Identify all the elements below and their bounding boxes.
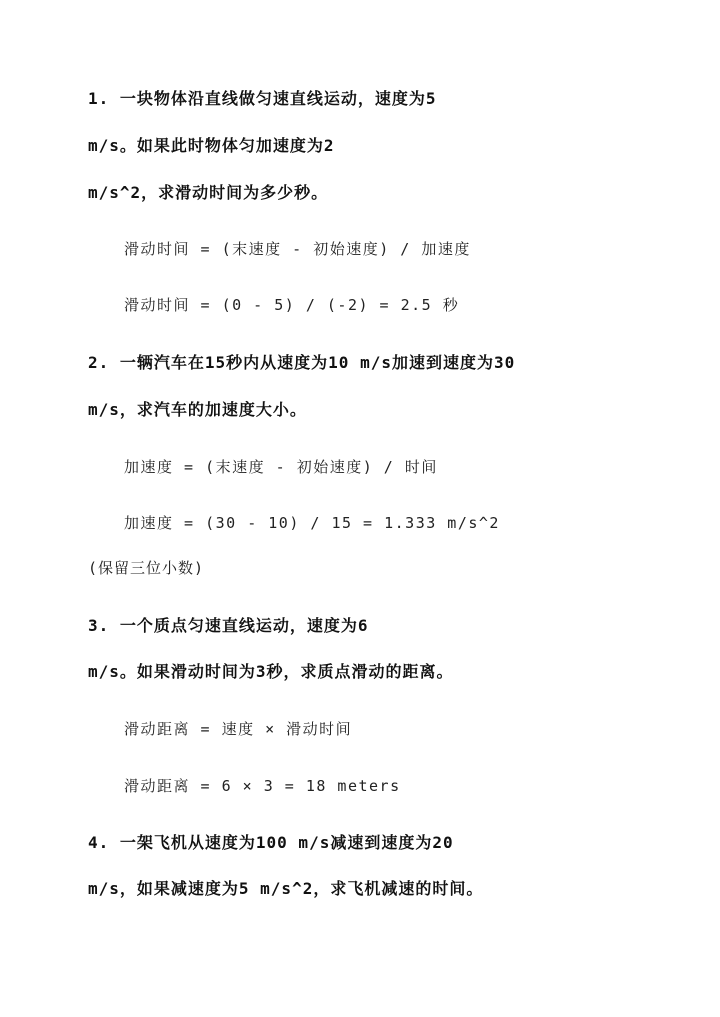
problem-3-question-line-2: m/s。如果滑动时间为3秒，求质点滑动的距离。: [88, 662, 454, 681]
problem-3-question-line-1: 3. 一个质点匀速直线运动，速度为6: [88, 616, 369, 635]
problem-1-question-line-3: m/s^2，求滑动时间为多少秒。: [88, 183, 329, 202]
problem-1-question-line-1: 1. 一块物体沿直线做匀速直线运动，速度为5: [88, 89, 437, 108]
problem-3-formula-line-2: 滑动距离 = 6 × 3 = 18 meters: [124, 777, 401, 795]
problem-2-precision-note: (保留三位小数): [88, 559, 205, 577]
problem-1-formula-line-2: 滑动时间 = (0 - 5) / (-2) = 2.5 秒: [124, 296, 460, 314]
problem-2-question-line-2: m/s，求汽车的加速度大小。: [88, 400, 307, 419]
problem-3-formula-line-1: 滑动距离 = 速度 × 滑动时间: [124, 720, 353, 738]
problem-4-question-line-2: m/s，如果减速度为5 m/s^2，求飞机减速的时间。: [88, 879, 484, 898]
problem-4-question-line-1: 4. 一架飞机从速度为100 m/s减速到速度为20: [88, 833, 454, 852]
problem-2-formula-line-2: 加速度 = (30 - 10) / 15 = 1.333 m/s^2: [124, 514, 500, 532]
problem-1-formula-line-1: 滑动时间 = (末速度 - 初始速度) / 加速度: [124, 240, 471, 258]
problem-2-formula-line-1: 加速度 = (末速度 - 初始速度) / 时间: [124, 458, 438, 476]
problem-2-question-line-1: 2. 一辆汽车在15秒内从速度为10 m/s加速到速度为30: [88, 353, 516, 372]
problem-1-question-line-2: m/s。如果此时物体匀加速度为2: [88, 136, 335, 155]
